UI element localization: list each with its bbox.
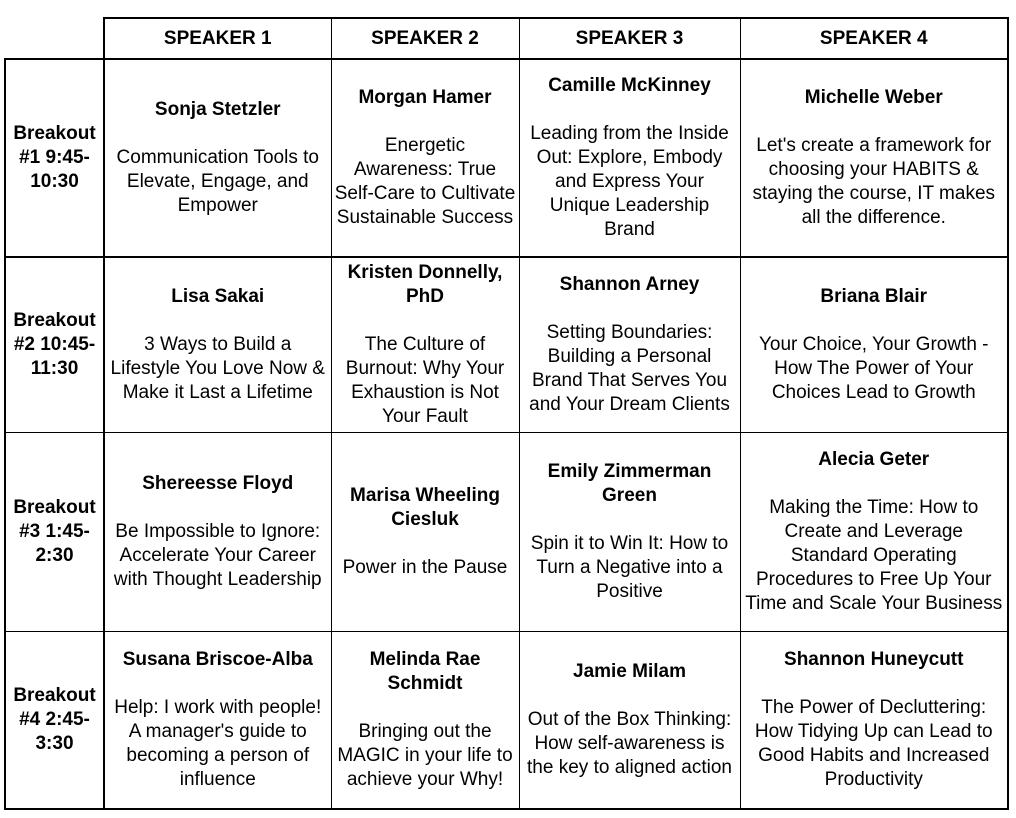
session-cell (519, 59, 740, 257)
speaker-name: Kristen Donnelly, PhD (347, 262, 503, 307)
speaker-name: Briana Blair (820, 286, 928, 307)
speaker-name: Shannon Huneycutt (784, 649, 964, 670)
breakout-1-label: Breakout #1 9:45-10:30 (5, 59, 104, 257)
session-title: Spin it to Win It: How to Turn a Negative into a Positive (530, 533, 729, 602)
speaker-name: Susana Briscoe-Alba (122, 649, 313, 670)
session-title: Out of the Box Thinking: How self-awareness is the key to aligned action (527, 709, 732, 778)
session-title: Help: I work with people! A manager's guide to becoming a person of influence (114, 697, 322, 790)
speaker-name: Morgan Hamer (358, 87, 492, 108)
session-title: The Culture of Burnout: Why Your Exhaustion is Not Your Fault (345, 334, 505, 427)
session-cell (331, 59, 519, 257)
session-cell (104, 59, 331, 257)
session-title: Making the Time: How to Create and Leverage Standard Operating Procedures to Free Up Your Time and Scale Your Business (745, 497, 1003, 614)
session-cell (331, 632, 519, 810)
session-cell (331, 433, 519, 632)
session-cell (740, 59, 1008, 257)
session-cell (104, 257, 331, 433)
speaker-name: Jamie Milam (573, 661, 686, 682)
speaker-name: Alecia Geter (818, 449, 930, 470)
speaker-name: Shannon Arney (559, 274, 700, 295)
speaker-4-header: SPEAKER 4 (740, 18, 1008, 59)
session-cell (740, 433, 1008, 632)
corner-cell (5, 18, 104, 59)
breakout-schedule-table (4, 17, 1009, 810)
session-title: The Power of Decluttering: How Tidying Up can Lead to Good Habits and Increased Productivity (754, 697, 993, 790)
session-cell (104, 632, 331, 810)
speaker-name: Shereesse Floyd (142, 473, 294, 494)
speaker-3-header: SPEAKER 3 (519, 18, 740, 59)
session-cell (104, 433, 331, 632)
session-cell (519, 632, 740, 810)
speaker-name: Michelle Weber (804, 87, 943, 108)
session-cell (519, 433, 740, 632)
speaker-name: Lisa Sakai (171, 286, 265, 307)
session-title: Bringing out the MAGIC in your life to achieve your Why! (337, 721, 513, 790)
session-title: Power in the Pause (342, 557, 508, 578)
speaker-name: Sonja Stetzler (154, 99, 281, 120)
breakout-1-row (5, 59, 1008, 257)
speaker-1-header: SPEAKER 1 (104, 18, 331, 59)
session-cell (519, 257, 740, 433)
breakout-2-label: Breakout #2 10:45-11:30 (5, 257, 104, 433)
session-title: Leading from the Inside Out: Explore, Embody and Express Your Unique Leadership Brand (530, 123, 729, 240)
speaker-name: Emily Zimmerman Green (547, 461, 712, 506)
breakout-4-row (5, 632, 1008, 810)
breakout-2-row (5, 257, 1008, 433)
speaker-name: Marisa Wheeling Ciesluk (350, 485, 500, 530)
speaker-name: Camille McKinney (548, 75, 711, 96)
breakout-3-label: Breakout #3 1:45-2:30 (5, 433, 104, 632)
session-title: Be Impossible to Ignore: Accelerate Your Career with Thought Leadership (113, 521, 322, 590)
session-title: Setting Boundaries: Building a Personal Brand That Serves You and Your Dream Clients (529, 322, 730, 415)
session-title: Your Choice, Your Growth - How The Power of Your Choices Lead to Growth (758, 334, 989, 403)
session-title: Let's create a framework for choosing your HABITS & staying the course, IT makes all the difference. (752, 135, 996, 228)
speaker-2-header: SPEAKER 2 (331, 18, 519, 59)
session-title: Energetic Awareness: True Self-Care to Cultivate Sustainable Success (334, 135, 516, 228)
session-title: Communication Tools to Elevate, Engage, and Empower (116, 147, 319, 216)
header-row (5, 18, 1008, 59)
breakout-4-label: Breakout #4 2:45-3:30 (5, 632, 104, 810)
session-cell (740, 257, 1008, 433)
breakout-3-row (5, 433, 1008, 632)
session-cell (740, 632, 1008, 810)
speaker-name: Melinda Rae Schmidt (369, 649, 481, 694)
session-cell (331, 257, 519, 433)
session-title: 3 Ways to Build a Lifestyle You Love Now & Make it Last a Lifetime (110, 334, 325, 403)
